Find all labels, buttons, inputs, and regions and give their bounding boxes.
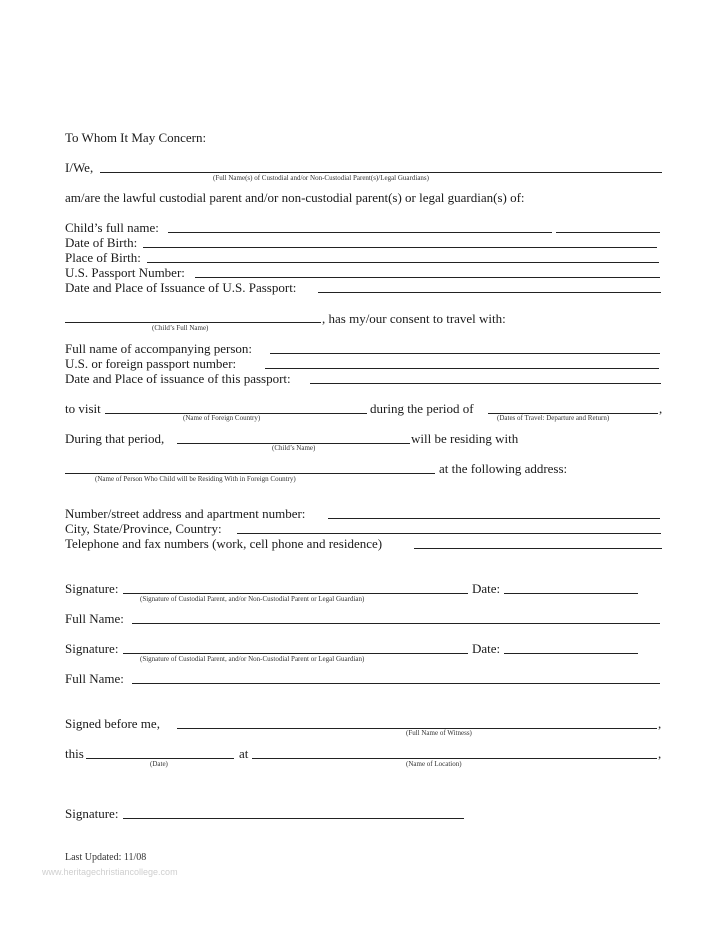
greeting: To Whom It May Concern: xyxy=(65,130,207,145)
final-signature-label: Signature: xyxy=(65,806,119,821)
parents-name-caption: (Full Name(s) of Custodial and/or Non-Custodial Parent(s)/Legal Guardians) xyxy=(213,174,429,182)
parents-name-line[interactable] xyxy=(100,172,662,173)
consent-text: , has my/our consent to travel with: xyxy=(322,311,506,326)
consent-child-caption: (Child’s Full Name) xyxy=(152,324,209,332)
street-address-label: Number/street address and apartment number: xyxy=(65,506,306,521)
foreign-country-caption: (Name of Foreign Country) xyxy=(183,414,261,422)
phone-label: Telephone and fax numbers (work, cell phone and residence) xyxy=(65,536,383,551)
child-full-name-line[interactable] xyxy=(168,232,552,233)
signature-1-label: Signature: xyxy=(65,581,119,596)
residing-child-caption: (Child’s Name) xyxy=(272,444,316,452)
witness-name-caption: (Full Name of Witness) xyxy=(406,729,472,737)
signature-2-line[interactable] xyxy=(123,653,468,654)
witness-location-caption: (Name of Location) xyxy=(406,760,462,768)
witness-comma: , xyxy=(658,716,662,731)
watermark-text: www.heritagechristiancollege.com xyxy=(42,867,178,877)
companion-issuance-line[interactable] xyxy=(310,383,661,384)
companion-name-label: Full name of accompanying person: xyxy=(65,341,253,356)
child-pob-label: Place of Birth: xyxy=(65,250,141,265)
child-issuance-label: Date and Place of Issuance of U.S. Passport: xyxy=(65,280,297,295)
during-that-period-label: During that period, xyxy=(65,431,165,446)
at-label: at xyxy=(239,746,249,761)
city-country-label: City, State/Province, Country: xyxy=(65,521,222,536)
child-full-name-label: Child’s full name: xyxy=(65,220,159,235)
signature-2-caption: (Signature of Custodial Parent, and/or Non-Custodial Parent or Legal Guardian) xyxy=(140,655,365,663)
signed-before-label: Signed before me, xyxy=(65,716,160,731)
signature-2-label: Signature: xyxy=(65,641,119,656)
child-passport-line[interactable] xyxy=(195,277,660,278)
child-pob-line[interactable] xyxy=(147,262,659,263)
companion-name-line[interactable] xyxy=(270,353,660,354)
city-country-line[interactable] xyxy=(237,533,661,534)
child-full-name-line-2[interactable] xyxy=(556,232,660,233)
to-visit-label: to visit xyxy=(65,401,101,416)
will-reside-label: will be residing with xyxy=(411,431,519,446)
signature-1-caption: (Signature of Custodial Parent, and/or Non-Custodial Parent or Legal Guardian) xyxy=(140,595,365,603)
visit-comma: , xyxy=(659,401,663,416)
full-name-2-line[interactable] xyxy=(132,683,660,684)
iwe-label: I/We, xyxy=(65,160,94,175)
full-name-1-label: Full Name: xyxy=(65,611,124,626)
date-2-line[interactable] xyxy=(504,653,638,654)
child-issuance-line[interactable] xyxy=(318,292,661,293)
companion-passport-line[interactable] xyxy=(265,368,659,369)
date-2-label: Date: xyxy=(472,641,501,656)
witness-date-line[interactable] xyxy=(86,758,234,759)
this-label: this xyxy=(65,746,84,761)
phone-line[interactable] xyxy=(414,548,662,549)
location-comma: , xyxy=(658,746,662,761)
custody-statement: am/are the lawful custodial parent and/or non-custodial parent(s) or legal guardian(s) of: xyxy=(65,190,525,205)
host-person-caption: (Name of Person Who Child will be Residing With in Foreign Country) xyxy=(95,475,296,483)
last-updated: Last Updated: 11/08 xyxy=(65,852,147,863)
companion-passport-label: U.S. or foreign passport number: xyxy=(65,356,237,371)
travel-dates-caption: (Dates of Travel: Departure and Return) xyxy=(497,414,610,422)
signature-1-line[interactable] xyxy=(123,593,468,594)
full-name-2-label: Full Name: xyxy=(65,671,124,686)
consent-child-name-line[interactable] xyxy=(65,322,321,323)
full-name-1-line[interactable] xyxy=(132,623,660,624)
child-passport-label: U.S. Passport Number: xyxy=(65,265,185,280)
child-dob-line[interactable] xyxy=(143,247,657,248)
street-address-line[interactable] xyxy=(328,518,660,519)
date-1-label: Date: xyxy=(472,581,501,596)
following-address-text: at the following address: xyxy=(439,461,568,476)
witness-location-line[interactable] xyxy=(252,758,657,759)
witness-date-caption: (Date) xyxy=(150,760,168,768)
companion-issuance-label: Date and Place of issuance of this passport: xyxy=(65,371,291,386)
during-period-label: during the period of xyxy=(370,401,474,416)
date-1-line[interactable] xyxy=(504,593,638,594)
host-person-line[interactable] xyxy=(65,473,435,474)
child-dob-label: Date of Birth: xyxy=(65,235,138,250)
final-signature-line[interactable] xyxy=(123,818,464,819)
